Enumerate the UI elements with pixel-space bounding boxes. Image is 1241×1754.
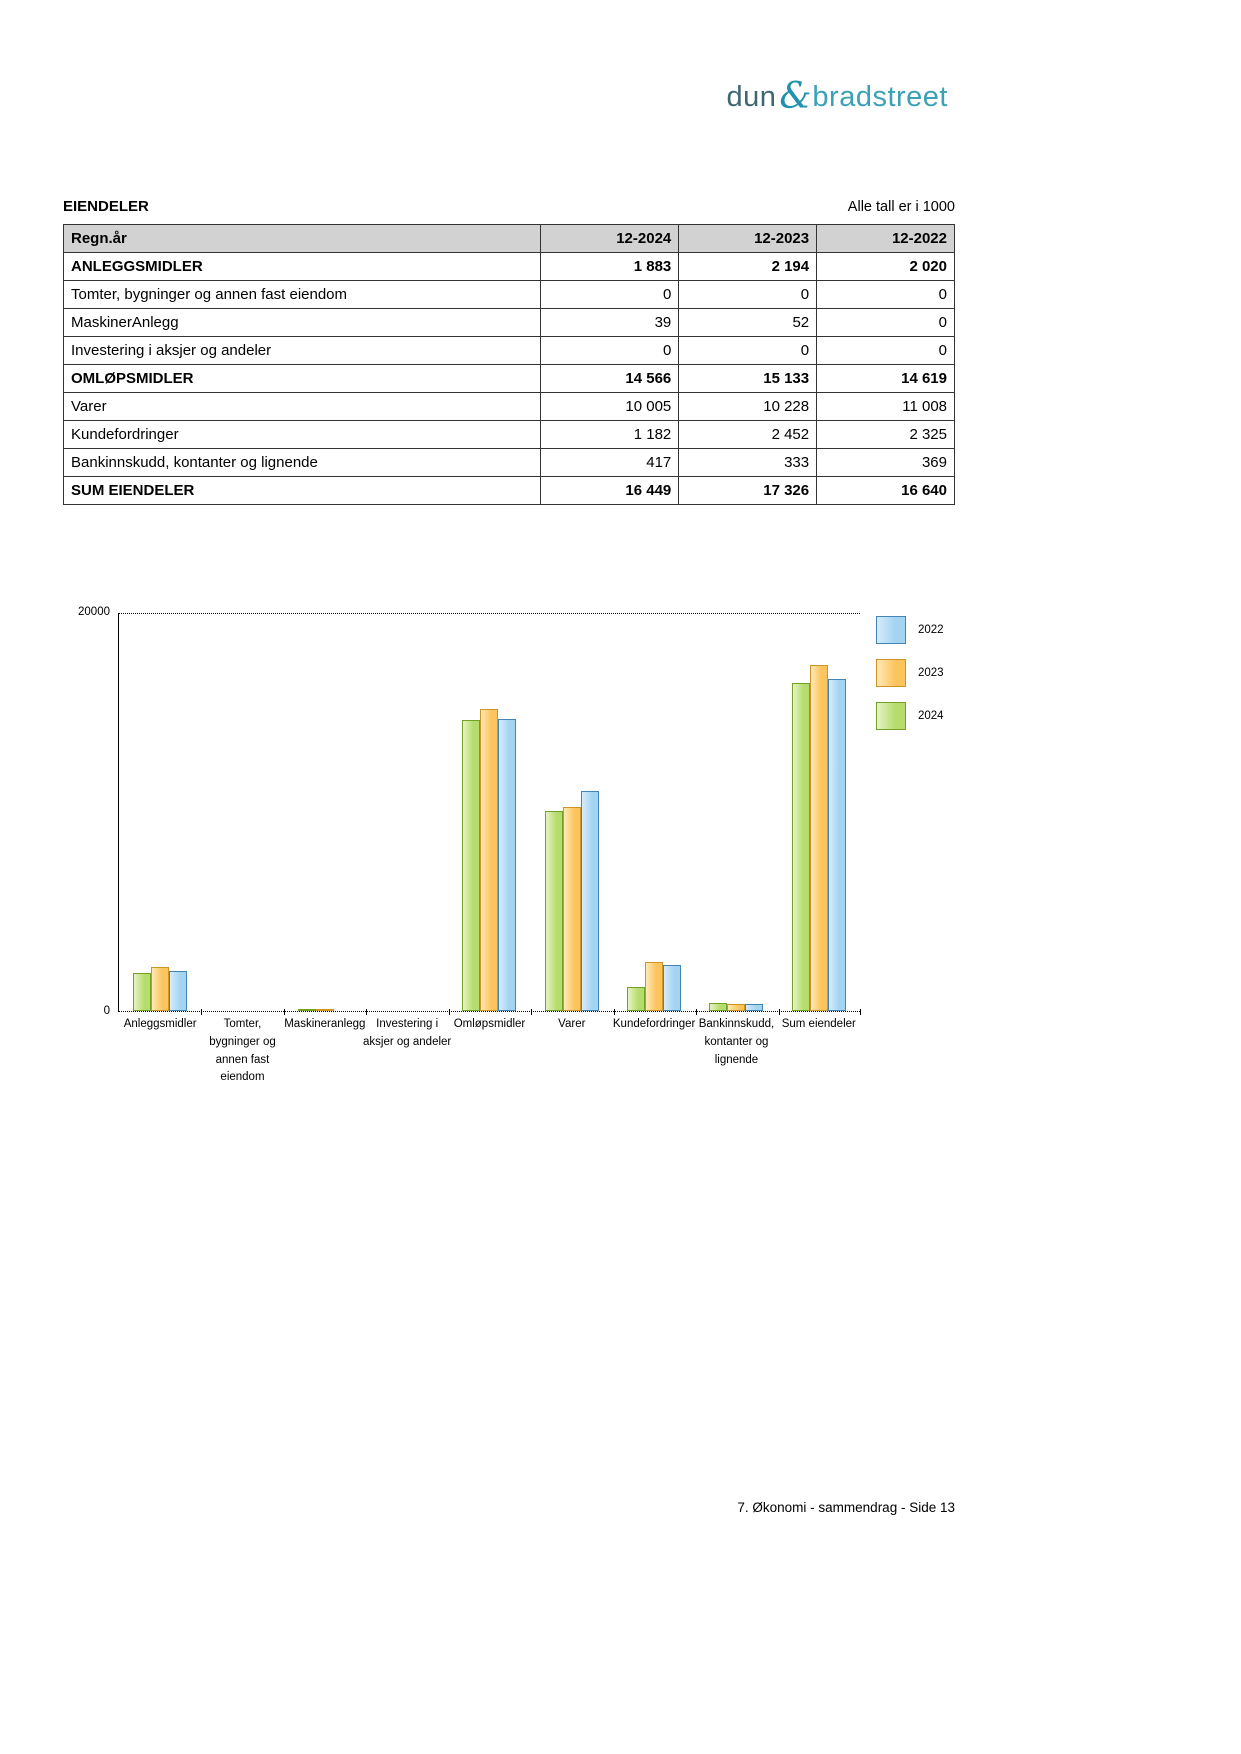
row-value: 10 005 xyxy=(541,393,679,421)
bar-2024 xyxy=(627,987,645,1011)
axis-tick xyxy=(860,1009,861,1015)
column-header: 12-2024 xyxy=(541,225,679,253)
legend-label: 2024 xyxy=(918,710,944,722)
y-axis-max-label: 20000 xyxy=(78,606,110,618)
row-value: 0 xyxy=(541,281,679,309)
row-value: 0 xyxy=(817,309,955,337)
category-label: Anleggsmidler xyxy=(123,1018,197,1030)
legend-swatch-2022 xyxy=(876,616,906,644)
row-value: 14 566 xyxy=(541,365,679,393)
row-value: 16 449 xyxy=(541,477,679,505)
chart-plot xyxy=(118,613,860,1084)
row-value: 0 xyxy=(679,337,817,365)
legend-label: 2022 xyxy=(918,624,944,636)
table-row xyxy=(64,365,955,393)
bar-2023 xyxy=(480,709,498,1011)
row-value: 16 640 xyxy=(817,477,955,505)
assets-bar-chart xyxy=(63,608,968,1168)
bar-cluster xyxy=(627,962,681,1011)
row-label: SUM EIENDELER xyxy=(64,477,541,505)
axis-tick xyxy=(779,1009,780,1015)
table-row xyxy=(64,337,955,365)
legend-item xyxy=(876,616,944,644)
row-value: 0 xyxy=(817,337,955,365)
bar-2022 xyxy=(581,791,599,1011)
bar-2022 xyxy=(498,719,516,1011)
assets-table xyxy=(63,224,955,505)
row-value: 0 xyxy=(679,281,817,309)
legend-label: 2023 xyxy=(918,667,944,679)
axis-tick xyxy=(614,1009,615,1015)
row-value: 369 xyxy=(817,449,955,477)
bar-cluster xyxy=(709,1003,763,1011)
row-label: Kundefordringer xyxy=(64,421,541,449)
row-label: Varer xyxy=(64,393,541,421)
category-label: Bankinnskudd, kontanter og lignende xyxy=(698,1018,775,1066)
units-note: Alle tall er i 1000 xyxy=(847,199,955,215)
column-header: 12-2023 xyxy=(679,225,817,253)
bar-2022 xyxy=(169,971,187,1011)
bar-cluster xyxy=(133,967,187,1011)
row-value: 14 619 xyxy=(817,365,955,393)
row-value: 15 133 xyxy=(679,365,817,393)
row-value: 2 452 xyxy=(679,421,817,449)
table-row xyxy=(64,449,955,477)
row-value: 1 182 xyxy=(541,421,679,449)
bar-2024 xyxy=(133,973,151,1011)
page-footer: 7. Økonomi - sammendrag - Side 13 xyxy=(737,1500,955,1515)
category-label: Varer xyxy=(558,1018,586,1030)
column-header: Regn.år xyxy=(64,225,541,253)
assets-table-body xyxy=(64,253,955,505)
bar-group xyxy=(201,614,283,1084)
axis-tick xyxy=(531,1009,532,1015)
section-title: EIENDELER xyxy=(63,198,149,215)
row-value: 0 xyxy=(817,281,955,309)
row-value: 2 020 xyxy=(817,253,955,281)
bar-2024 xyxy=(709,1003,727,1011)
bar-group xyxy=(284,614,366,1030)
axis-tick xyxy=(201,1009,202,1015)
logo-text-dun: dun xyxy=(726,81,777,113)
table-row xyxy=(64,393,955,421)
category-label: Maskineranlegg xyxy=(284,1018,366,1030)
table-row xyxy=(64,253,955,281)
bar-group xyxy=(119,614,201,1030)
bar-cluster xyxy=(298,1009,352,1011)
row-value: 52 xyxy=(679,309,817,337)
bar-2024 xyxy=(545,811,563,1011)
logo-ampersand-icon: & xyxy=(779,76,812,117)
bar-group xyxy=(695,614,777,1066)
dun-bradstreet-logo xyxy=(726,74,948,115)
axis-tick xyxy=(366,1009,367,1015)
column-header: 12-2022 xyxy=(817,225,955,253)
bar-2022 xyxy=(828,679,846,1011)
category-label: Investering i aksjer og andeler xyxy=(363,1018,452,1048)
category-label: Sum eiendeler xyxy=(781,1018,856,1030)
bar-2023 xyxy=(727,1004,745,1011)
category-label: Tomter, bygninger og annen fast eiendom xyxy=(209,1018,276,1084)
bar-2023 xyxy=(563,807,581,1011)
row-value: 2 325 xyxy=(817,421,955,449)
bar-2023 xyxy=(151,967,169,1011)
row-value: 0 xyxy=(541,337,679,365)
axis-tick xyxy=(284,1009,285,1015)
bar-group xyxy=(531,614,613,1030)
row-value: 11 008 xyxy=(817,393,955,421)
bar-group xyxy=(778,614,860,1030)
row-value: 39 xyxy=(541,309,679,337)
bar-cluster xyxy=(462,709,516,1011)
row-value: 17 326 xyxy=(679,477,817,505)
y-axis-zero-label: 0 xyxy=(103,1005,110,1017)
bar-group xyxy=(612,614,696,1030)
row-label: Tomter, bygninger og annen fast eiendom xyxy=(64,281,541,309)
bar-2023 xyxy=(316,1009,334,1011)
bar-cluster xyxy=(792,665,846,1011)
chart-legend xyxy=(876,616,944,745)
table-header-row xyxy=(64,225,955,253)
axis-tick xyxy=(449,1009,450,1015)
table-row xyxy=(64,421,955,449)
table-row xyxy=(64,309,955,337)
legend-item xyxy=(876,702,944,730)
bar-group xyxy=(448,614,530,1030)
row-value: 417 xyxy=(541,449,679,477)
legend-item xyxy=(876,659,944,687)
bar-cluster xyxy=(545,791,599,1011)
row-value: 333 xyxy=(679,449,817,477)
logo-text-bradstreet: bradstreet xyxy=(812,81,948,113)
section-header xyxy=(63,198,955,215)
bar-2024 xyxy=(462,720,480,1011)
category-label: Kundefordringer xyxy=(612,1018,696,1030)
row-label: OMLØPSMIDLER xyxy=(64,365,541,393)
table-row xyxy=(64,281,955,309)
bar-2022 xyxy=(663,965,681,1011)
bar-2024 xyxy=(792,683,810,1011)
row-value: 1 883 xyxy=(541,253,679,281)
row-label: Investering i aksjer og andeler xyxy=(64,337,541,365)
bar-2023 xyxy=(645,962,663,1011)
bar-2024 xyxy=(298,1009,316,1011)
bar-2023 xyxy=(810,665,828,1011)
legend-swatch-2023 xyxy=(876,659,906,687)
row-label: MaskinerAnlegg xyxy=(64,309,541,337)
table-row xyxy=(64,477,955,505)
row-label: Bankinnskudd, kontanter og lignende xyxy=(64,449,541,477)
axis-tick xyxy=(696,1009,697,1015)
row-label: ANLEGGSMIDLER xyxy=(64,253,541,281)
legend-swatch-2024 xyxy=(876,702,906,730)
bar-2022 xyxy=(745,1004,763,1011)
row-value: 10 228 xyxy=(679,393,817,421)
row-value: 2 194 xyxy=(679,253,817,281)
category-label: Omløpsmidler xyxy=(453,1018,526,1030)
bar-group xyxy=(363,614,452,1048)
